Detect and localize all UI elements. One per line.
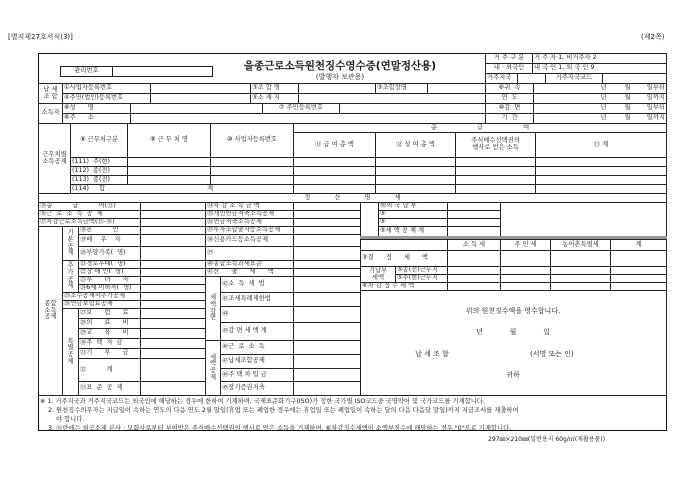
tax-credit-item: ⑤ [378, 218, 448, 227]
tax-amount-field[interactable] [610, 250, 667, 267]
footnote: 3. ⑪란에는 외국소재 본사 · 모회사로부터 부여받은 주식매수선택권의 행사로 얻은 소득을 기재하며, ⑥차감징수세액이 소액부징수에 해당하는 경우 "0"으로 기재합니다. [40, 425, 512, 432]
tax-credit-item: ㊽주 택 차 입 금 [220, 368, 294, 382]
residence-type-value: 거 주 자 1, 비거주자 2 [532, 53, 667, 64]
settlement-item: ㊴ [205, 246, 294, 261]
period-date-field[interactable]: 년 월 일부터 [533, 83, 667, 94]
pension-deduction-label: ㉖연금보험료공제 [62, 300, 141, 309]
additional-deduction-item: ㉒장 애 인( 명) [78, 268, 141, 277]
special-deduction-item: ㉛기 부 금 [78, 348, 141, 359]
footnote: 야 합니다. [40, 416, 85, 423]
earner-address-label: ⑥주 소 [62, 113, 131, 124]
amount-field[interactable] [293, 306, 361, 323]
basic-deduction-label: 기본공제 [62, 226, 79, 261]
tax-column-header: 농어촌특별세 [550, 239, 611, 251]
settlement-item: ㉞차 감 소 득 금 액 [205, 202, 294, 211]
additional-deduction-label: 추가공제 [62, 260, 79, 293]
earner-name-label: ⑥성 명 [62, 103, 131, 114]
minority-deduction-label: ㉕소수공제자추가공제 [62, 292, 141, 301]
settlement-item: ㉟개인연금저축소득공제 [205, 210, 294, 219]
total-salary-label: ⑮총 급 여(⑬) [38, 202, 141, 211]
form-subtitle: (발행자 보관용) [315, 73, 365, 81]
tax-credit-item: ㊾장기증권저축 [220, 381, 294, 396]
basic-deduction-item: ⑳부양가족( 명) [78, 246, 141, 261]
tax-reduction-item: ㊹ [220, 306, 294, 323]
footnote: ※ 1. 거주지국과 거주지국코드는 외국인에 해당하는 경우에 한하여 기재하며, 국제표준화기구(ISO)가 정한 국가별 ISO코드중 국명약어 및 국가코드를 기재합니다. [40, 398, 485, 405]
receipt-statement: 위의 원천징수액을 영수합니다. [465, 307, 561, 315]
settlement-item: ㊱연금저축소득공제 [205, 218, 294, 227]
special-deduction-item: ㉘의 료 비 [78, 318, 141, 329]
tax-credit-item: ㊻근 로 소 득 [220, 340, 294, 355]
col-total: ⑬ 계 [535, 132, 667, 158]
special-deduction-item: ㉜ 계 [78, 358, 141, 382]
comprehensive-deduction-label: 종합소득공제 [38, 226, 63, 396]
union-head-label: ③조합장명 [375, 83, 428, 94]
earned-income-deduction-label: ⑯근 로 소 득 공 제 [38, 210, 141, 219]
period-label: ⑥귀 속 [485, 83, 534, 94]
tax-reduction-label: 세액감면 [205, 276, 221, 341]
additional-deduction-item: ㉑경로우대( 명) [78, 260, 141, 269]
final-tax-label: ⑤결 정 세 액 [360, 250, 448, 267]
prepaid-previous-workplace: ⑤종(전)근무지 [395, 266, 448, 275]
amount-field[interactable] [293, 322, 361, 341]
form-number: [별지제27호서식(3)] [8, 33, 73, 41]
col-biz-no: ⑩ 사업자등록번호 [210, 123, 294, 158]
tax-column-header: 주 민 세 [500, 239, 551, 251]
tax-amount-field[interactable] [500, 250, 551, 267]
special-deduction-item: ㉚주 택 자 금 [78, 338, 141, 349]
union-address-label: ⑤소 재 지 [250, 93, 299, 104]
tax-credit-item: ⑤ [378, 210, 448, 219]
union-name-label: ③조 합 명 [250, 83, 299, 94]
col-workplace-name: ⑨ 근 무 처 명 [127, 123, 211, 158]
tax-reduction-item: ㊸조세특례제한법 [220, 292, 294, 307]
settlement-item: ㊲투자조합출자등소득공제 [205, 226, 294, 235]
signature-placeholder: (서명 또는 인) [530, 350, 574, 358]
period-date-field[interactable]: 년 월 일까지 [533, 113, 667, 124]
special-deduction-label: 특별공제 [62, 308, 79, 396]
union-label: 납 세 조 합 [38, 83, 63, 104]
additional-deduction-item: ㉓부 녀 자 [78, 276, 141, 285]
prepaid-current-workplace: ⑤주(현)근무지 [395, 274, 448, 283]
work-row-label: (113) 종(전) [70, 175, 128, 185]
tax-column-header: 소 득 세 [447, 239, 501, 251]
amount-field[interactable] [293, 340, 361, 355]
amount-field[interactable] [293, 381, 361, 396]
settlement-item: ㊵종합소득과세표준 [205, 260, 294, 269]
tax-credit-continuation [360, 202, 379, 237]
period-label: ⑩감 면 [485, 103, 534, 114]
additional-deduction-item: ㉔6세 이하자( 명) [78, 284, 141, 293]
period-label: 연 도 [485, 93, 534, 104]
special-deduction-item: ㉗보 험 료 [78, 308, 141, 319]
net-earned-income-label: ⑰차감근로소득금액(⑮-⑯) [38, 218, 141, 227]
amount-field[interactable] [293, 276, 361, 293]
amount-field[interactable] [293, 354, 361, 369]
total-salary-header: 총 급 여 [293, 123, 667, 133]
amount-field[interactable] [140, 381, 206, 396]
receipt-addressee: 귀하 [506, 371, 520, 379]
income-earner-label: 소득자 [38, 103, 63, 124]
standard-deduction-label: ㉝표 준 공 제 [78, 381, 141, 396]
tax-credit-item: ㊿외 국 납 부 [378, 202, 448, 211]
col-salary-total: ⑪ 급 여 총 액 [293, 132, 376, 158]
amount-field[interactable] [293, 292, 361, 307]
tax-reduction-item: ㊷소 득 세 법 [220, 276, 294, 293]
page-number: (제2쪽) [641, 33, 665, 41]
amount-field[interactable] [293, 246, 361, 261]
amount-field[interactable] [140, 246, 206, 261]
tax-credit-item: ⑤세 액 공 제 계 [378, 226, 448, 237]
col-workplace-type: ⑧ 근무처구분 [70, 123, 128, 158]
footnote: 2. 원천징수의무자는 지급일이 속하는 연도의 다음 연도 2월 말일(휴업 또는 폐업한 경우에는 휴업일 또는 폐업일이 속하는 달의 다음 다음달 말일)까지 지급조서를 제출하여 [40, 407, 519, 414]
prepaid-tax-label: 기납부 세액 [360, 266, 396, 283]
form-title: 을종근로소득원천징수영수증(연말정산용) [243, 60, 437, 72]
basic-deduction-item: ⑲배 우 자 [78, 234, 141, 247]
settlement-header: 정 산 명 세 [38, 193, 667, 203]
withholding-tax-label: ⑥차 감 징 수 세 액 [360, 282, 448, 291]
residence-type-label: 거 주 구 분 [485, 53, 533, 64]
tax-amount-field[interactable] [447, 250, 501, 267]
work-row-label: (111) 주(현) [70, 157, 128, 167]
settlement-item: ㊶산 출 세 액 [205, 268, 294, 277]
work-section-label: 근무처별소득공제 [38, 123, 71, 194]
management-number-label: 관리번호 [60, 66, 113, 77]
special-deduction-item: ㉙교 육 비 [78, 328, 141, 339]
tax-credit-item: ㊼납세조합공제 [220, 354, 294, 369]
period-date-field[interactable]: 년 월 일부터 [533, 103, 667, 114]
work-row-label: (112) 종(전) [70, 166, 128, 176]
tax-credit-label: 세액공제 [205, 340, 221, 396]
receipt-union-label: 납 세 조 합 [415, 350, 449, 358]
paper-size-note: 297㎜×210㎜(일반용지 60g/㎡(재활용품)) [488, 436, 606, 443]
basic-deduction-item: ⑱본 인 [78, 226, 141, 235]
tax-reduction-item: ㊺감 면 세 액 계 [220, 322, 294, 341]
amount-field[interactable] [293, 368, 361, 382]
tax-column-header: 계 [610, 239, 667, 251]
period-date-field[interactable]: 년 월 일까지 [533, 93, 667, 104]
work-row-label: (114) 합 [70, 184, 128, 194]
col-bonus-total: ⑫ 상 여 총 액 [375, 132, 456, 158]
nationality-label: 내 · 외국인 [485, 63, 533, 74]
receipt-date: 년 월 일 [476, 328, 550, 336]
settlement-item: ㊳신용카드등소득공제 [205, 234, 294, 247]
tax-amount-field[interactable] [550, 250, 611, 267]
country-label: 거주지국 [485, 73, 518, 84]
blank-area [500, 202, 667, 237]
country-code-label: 거주지국코드 [545, 73, 603, 84]
earner-rrn-label: ⑦ 주민등록번호 [262, 103, 340, 114]
col-stock-option: 주식매수선택권의 행사로 얻은 소득 [455, 132, 536, 158]
amount-field[interactable] [140, 358, 206, 382]
union-biz-no-label: ①사업자등록번호 [62, 83, 151, 94]
period-label: 기 간 [485, 113, 534, 124]
nationality-value: 내 국 인 1, 외 국 인 9 [532, 63, 667, 74]
management-number-field[interactable] [112, 66, 213, 77]
union-reg-no-label: ④주민(법인)등록번호 [62, 93, 151, 104]
work-sum-label: 계 [127, 184, 294, 194]
